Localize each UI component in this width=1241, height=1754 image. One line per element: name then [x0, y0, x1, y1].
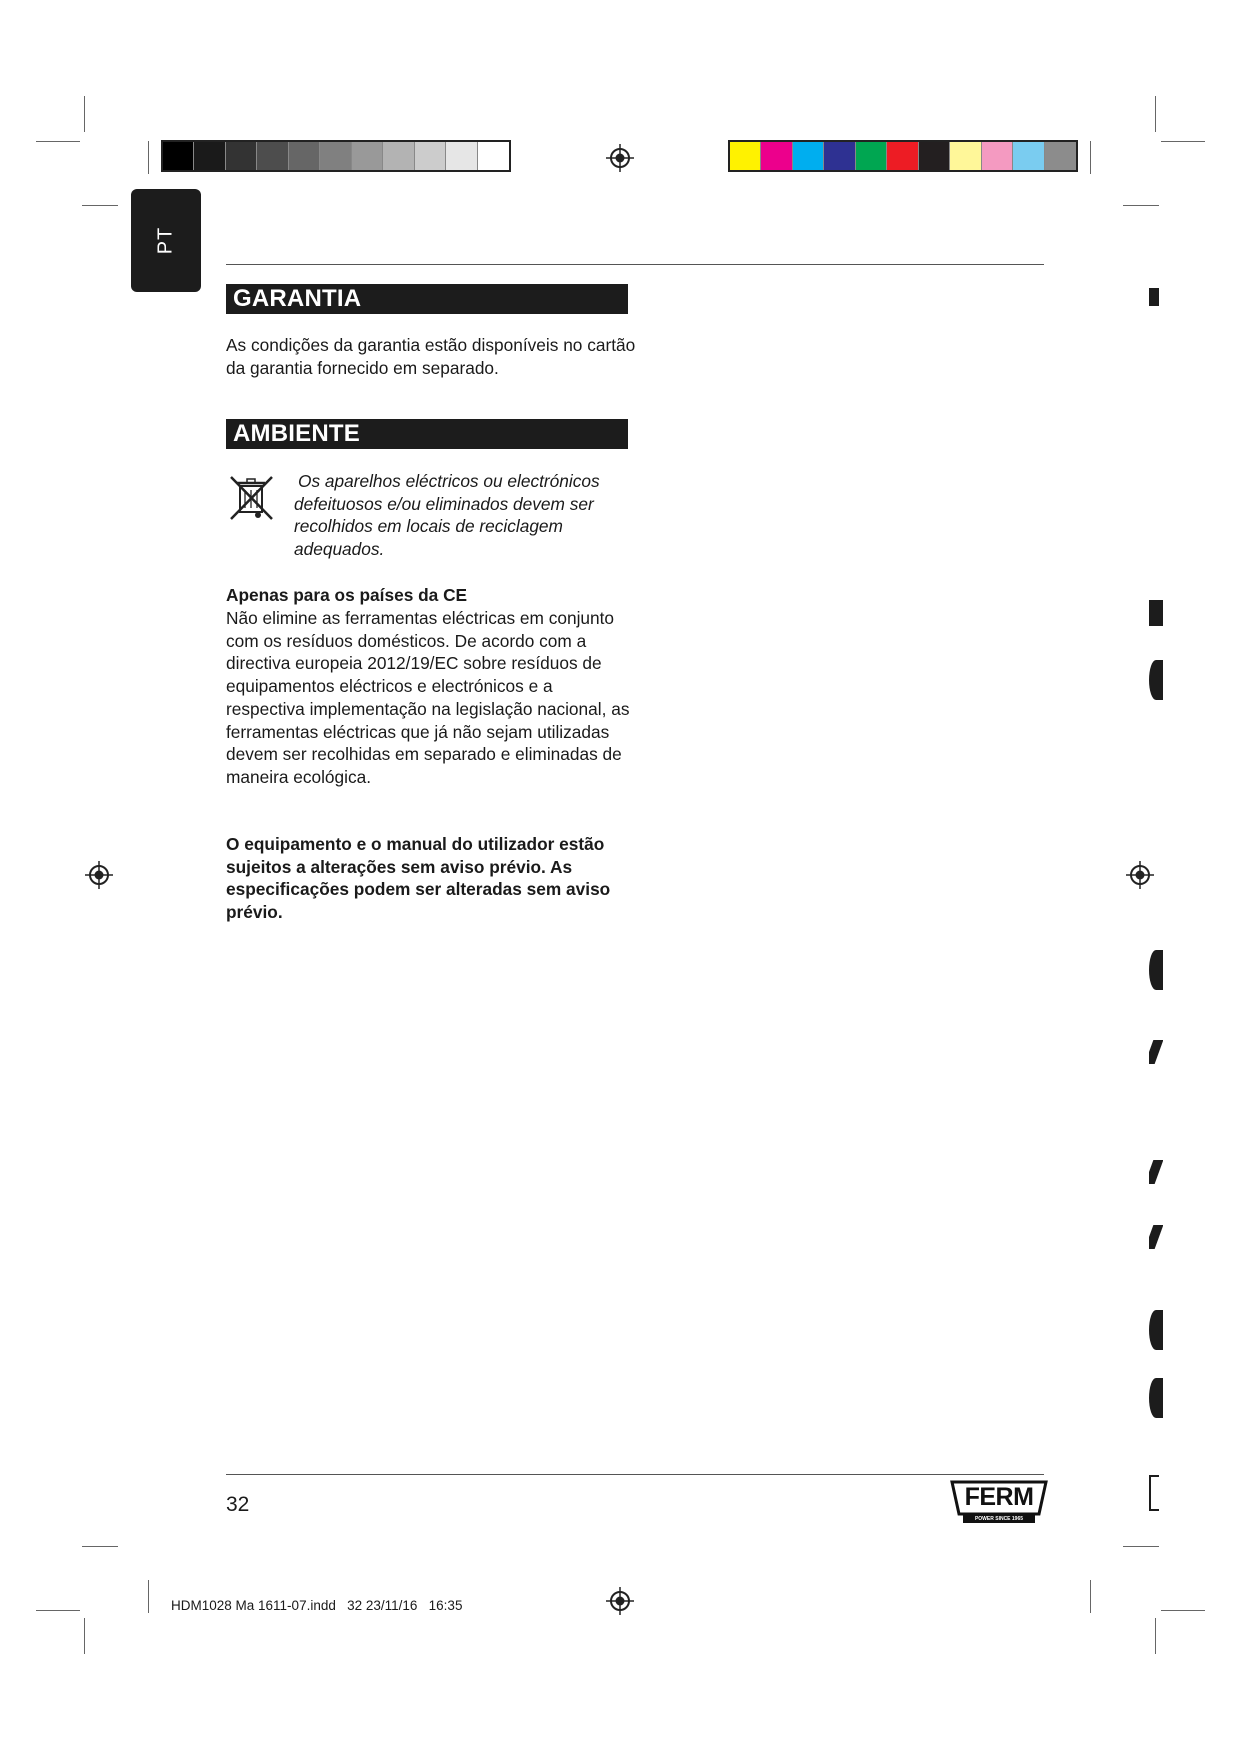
process-color-bar — [728, 140, 1078, 172]
color-swatch — [856, 142, 887, 170]
registration-mark-icon — [606, 1587, 634, 1615]
color-swatch — [163, 142, 194, 170]
color-swatch — [1045, 142, 1076, 170]
ce-body: Não elimine as ferramentas eléctricas em conjunto com os resíduos domésticos. De acordo com a directiva europeia 2012/19/EC sobre resíduos de equipamentos eléctricos e electrónicos e a respectiva implementação na legislação nacional, as ferramentas eléctricas que já não sejam utilizadas devem ser recolhidas em separado e eliminadas de maneira ecológica. — [226, 608, 630, 787]
color-swatch — [919, 142, 950, 170]
registration-mark-icon — [606, 144, 634, 172]
crop-mark — [84, 96, 85, 132]
ce-subheading: Apenas para os países da CE — [226, 585, 468, 605]
color-swatch — [383, 142, 414, 170]
crop-mark — [36, 141, 80, 142]
color-swatch — [478, 142, 509, 170]
page-number: 32 — [226, 1493, 250, 1516]
section-heading-garantia: GARANTIA — [226, 284, 628, 314]
color-swatch — [824, 142, 855, 170]
color-swatch — [320, 142, 351, 170]
color-swatch — [982, 142, 1013, 170]
crossed-out-wheelie-bin-icon — [226, 472, 278, 524]
adjacent-page-edge — [1149, 280, 1163, 1530]
crop-mark — [1155, 96, 1156, 132]
color-swatch — [226, 142, 257, 170]
color-swatch — [194, 142, 225, 170]
footer-rule — [226, 1474, 1044, 1475]
header-rule — [226, 264, 1044, 265]
color-swatch — [730, 142, 761, 170]
crop-mark — [84, 1618, 85, 1654]
crop-mark — [36, 1610, 80, 1611]
brand-tagline: POWER SINCE 1965 — [974, 1516, 1024, 1522]
color-swatch — [887, 142, 918, 170]
color-swatch — [793, 142, 824, 170]
color-swatch — [761, 142, 792, 170]
registration-mark-icon — [85, 861, 113, 889]
garantia-body: As condições da garantia estão disponíveis no cartão da garantia fornecido em separado. — [226, 335, 636, 378]
section-heading-ambiente: AMBIENTE — [226, 419, 628, 449]
crop-mark — [1123, 1546, 1159, 1547]
crop-mark — [1161, 1610, 1205, 1611]
crop-mark — [148, 141, 149, 174]
color-swatch — [352, 142, 383, 170]
color-swatch — [950, 142, 981, 170]
grayscale-color-bar — [161, 140, 511, 172]
language-tab-label: PT — [154, 226, 177, 255]
language-tab — [131, 189, 201, 292]
color-swatch — [1013, 142, 1044, 170]
crop-mark — [1161, 141, 1205, 142]
brand-logo — [949, 1480, 1049, 1524]
crop-mark — [1090, 1580, 1091, 1613]
color-swatch — [257, 142, 288, 170]
color-swatch — [446, 142, 477, 170]
color-swatch — [415, 142, 446, 170]
crop-mark — [1123, 205, 1159, 206]
weee-text: Os aparelhos eléctricos ou electrónicos defeituosos e/ou eliminados devem ser recolhidos em locais de reciclagem adequados. — [294, 471, 600, 560]
crop-mark — [148, 1580, 149, 1613]
color-swatch — [289, 142, 320, 170]
crop-mark — [1155, 1618, 1156, 1654]
change-notice: O equipamento e o manual do utilizador estão sujeitos a alterações sem aviso prévio. As especificações podem ser alteradas sem aviso prévio. — [226, 834, 611, 923]
print-slug: HDM1028 Ma 1611-07.indd 32 23/11/16 16:35 — [171, 1598, 463, 1613]
crop-mark — [82, 205, 118, 206]
crop-mark — [82, 1546, 118, 1547]
crop-mark — [1090, 141, 1091, 174]
brand-logo-text: FERM — [964, 1483, 1034, 1511]
